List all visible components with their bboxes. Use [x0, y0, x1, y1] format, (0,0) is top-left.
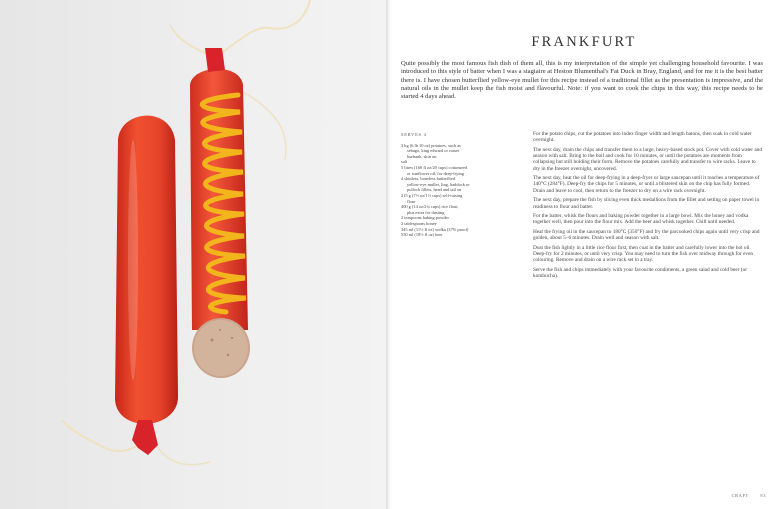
- method-step: Dust the fish lightly in a little rice flour first, then coat in the batter and carefully lower into the hot oil. Deep-fry for 2 minutes, or until very crisp. You may need to turn the fish over midway through for even colouring. Remove and drain on a wire rack set in a tray.: [533, 244, 754, 264]
- recipe-intro: Quite possibly the most famous fish dish of them all, this is my interpretation of the simple yet challenging household favourite. I was introduced to this style of batter when I was a stagiaire at Heston Blumenthal's Fat Duck in Bray, England, and for me it is the best batter there is. I have chosen butterflied yellow-eye mullet for this recipe instead of a traditional fillet as the presentation is impressive, and the natural oils in the mullet keep the fish moist and flavourful. Note: if you want to cook the chips in this way, this recipe needs to be started 4 days ahead.: [401, 60, 763, 101]
- ingredient-item: [401, 232, 523, 238]
- string-right: [170, 25, 210, 55]
- ingredient-text: 345 ml (11½ fl oz) vodka (37% proof): [401, 226, 469, 232]
- ingredient-text: 5 litres (160 fl oz/20 cups) cottonseed: [401, 164, 468, 170]
- method-step: For the batter, whisk the flours and baking powder together in a large bowl. Mix the honey and vodka together well, then pour into the flour mix. Add the beer and whisk together. Chill until needed.: [533, 213, 749, 226]
- ingredient-text: 2 tablespoons honey: [401, 220, 437, 226]
- ingredient-subtext: plus extra for dusting: [407, 209, 445, 215]
- ingredient-text: 2 teaspoons baking powder: [401, 215, 449, 221]
- ingredient-text: 4 skinless, boneless butterflied: [401, 176, 455, 182]
- recipe-title: FRANKFURT: [531, 34, 637, 50]
- left-sausage: [115, 116, 178, 424]
- method-step: Serve the fish and chips immediately with your favourite condiments, a green salad and cold beer (or kombucha).: [533, 266, 748, 279]
- ingredient-item: [401, 204, 523, 215]
- ingredients-list: [401, 143, 523, 238]
- method-step: The next day, heat the oil for deep-frying in a deep-fryer or large saucepan until it reaches a temperature of 140°C (284°F). Deep-fry the chips for 5 minutes, or until a blistered skin on the chip has fully formed. Drain and leave to cool, then return to the freezer to dry on a wire rack overnight.: [533, 175, 760, 194]
- page-footer: [722, 493, 766, 498]
- ingredient-item: [401, 176, 523, 193]
- ingredient-subtext: flour: [407, 198, 416, 204]
- method-step: The next day, drain the chips and transfer them to a large, heavy-based stock pot. Cover with cold water and season with salt. Bring to the boil and cook for 10 minutes, or until the potatoes are moments from collapsing but still holding their form. Remove the potatoes carefully and transfer to wire racks. Leave to dry in the freezer overnight, uncovered.: [533, 146, 763, 172]
- ingredient-item: [401, 165, 523, 176]
- ingredient-text: salt: [401, 159, 408, 165]
- method-step: The next day, prepare the fish by slicing even thick medallions from the fillet and setting on paper towel in readiness to flour and batter.: [533, 197, 760, 210]
- ingredient-text: 215 g (7½ oz/1½ cups) self-raising: [401, 192, 463, 198]
- method-column: [533, 131, 763, 282]
- ingredient-subtext: sebago, king edward or russet: [407, 148, 460, 154]
- ingredient-subtext: burbank, skin on: [407, 153, 437, 159]
- ingredient-text: 400 g (14 oz/2¼ cups) rice flour,: [401, 204, 459, 210]
- right-clip: [205, 48, 225, 72]
- ingredient-item: [401, 193, 523, 204]
- ingredients-column: [401, 132, 523, 238]
- ingredient-subtext: or sunflower oil, for deep-frying: [407, 170, 464, 176]
- ingredient-subtext: pollock fillets, head and tail on: [407, 187, 462, 193]
- footer-page-number: 83: [760, 493, 766, 498]
- footer-section: CRAFT: [731, 493, 749, 498]
- method-step: Heat the frying oil in the saucepan to 180°C (350°F) and fry the parcooked chips again until very crisp and golden, about 5–6 minutes. Drain well and season with salt.: [533, 228, 760, 242]
- ingredient-text: 3 kg (6 lb 10 oz) potatoes, such as: [401, 142, 461, 148]
- ingredient-subtext: yellow-eye mullet, ling, haddock or: [407, 181, 470, 187]
- method-step: For the potato chips, cut the potatoes into index finger width and length batons, then soak in cold water overnight.: [533, 131, 752, 144]
- serves-label: SERVES 4: [401, 132, 427, 137]
- ingredient-text: 550 ml (18½ fl oz) beer: [401, 232, 443, 238]
- left-clip: [132, 420, 158, 455]
- ingredient-item: [401, 143, 523, 160]
